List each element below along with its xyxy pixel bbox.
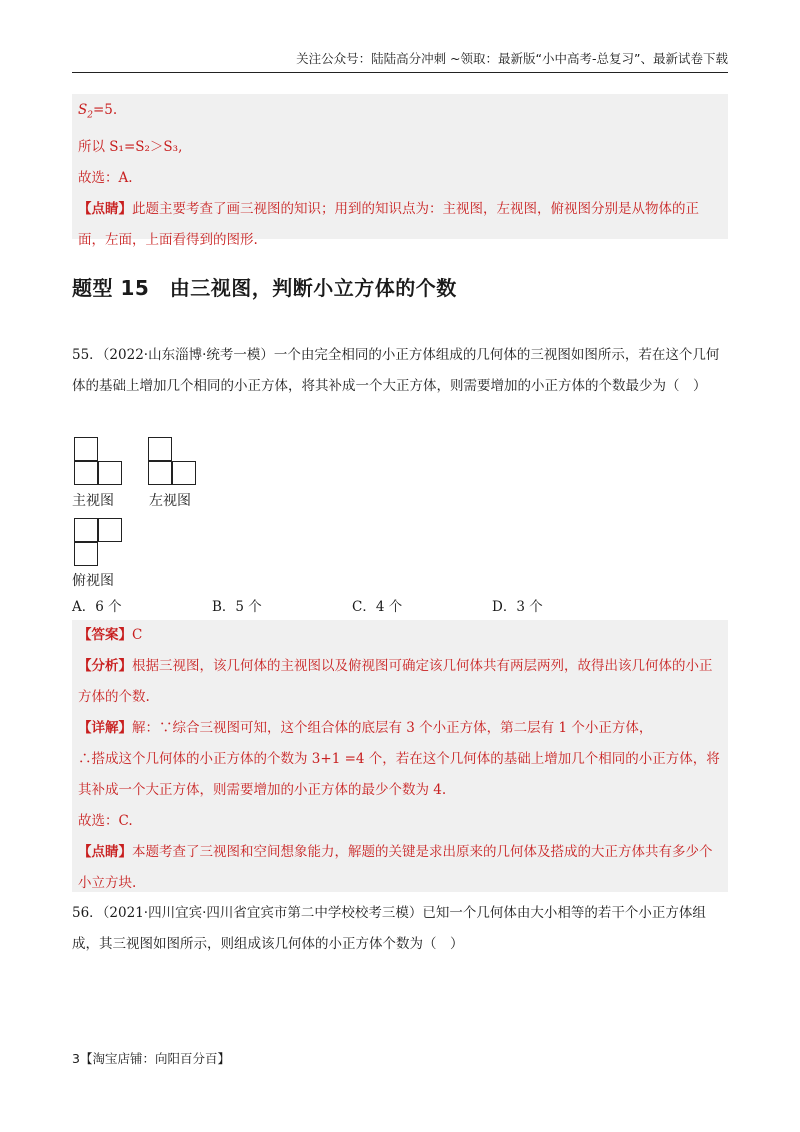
top-view-cell [74, 518, 98, 542]
choice-b: B．5 个 [212, 599, 262, 615]
left-view-cell [148, 461, 172, 485]
front-view-label: 主视图 [72, 493, 114, 509]
previous-solution-block [72, 94, 728, 248]
answer-line: 【答案】C [78, 627, 143, 643]
section-title: 题型 15 由三视图，判断小立方体的个数 [72, 276, 457, 300]
question-55-solution [72, 620, 728, 892]
front-view-cell [74, 461, 98, 485]
top-view-cell [74, 542, 98, 566]
left-view-label: 左视图 [149, 493, 191, 509]
tip-paragraph: 【点睛】本题考查了三视图和空间想象能力，解题的关键是求出原来的几何体及搭成的大正方体共有多少个小立方块. [78, 844, 713, 891]
detail-paragraph: ∴搭成这个几何体的小正方体的个数为 3+1 =4 个，若在这个几何体的基础上增加几个相同的小正方体，将其补成一个大正方体，则需要增加的小正方体的最少个数为 4. [78, 751, 720, 798]
top-view-cell [98, 518, 122, 542]
choice-a: A．6 个 [72, 599, 122, 615]
choice-c: C．4 个 [352, 599, 403, 615]
question-55 [72, 340, 728, 402]
analysis-paragraph: 【分析】根据三视图，该几何体的主视图以及俯视图可确定该几何体共有两层两列，故得出该几何体的小正方体的个数. [78, 658, 713, 705]
s2-line: $S_2=5$. [78, 102, 118, 121]
left-view-figure [148, 437, 198, 487]
left-view-cell [172, 461, 196, 485]
page-header: 关注公众号：陆陆高分冲刺 ~领取：最新版“小中高考-总复习”、最新试卷下载 [72, 48, 728, 73]
front-view-figure [74, 437, 124, 487]
front-view-cell [74, 437, 98, 461]
question-56 [72, 898, 728, 960]
conclusion-line: 故选：C. [78, 813, 133, 829]
left-view-cell [148, 437, 172, 461]
question-55-text: 55．（2022·山东淄博·统考一模）一个由完全相同的小正方体组成的几何体的三视图如图所示，若在这个几何体的基础上增加几个相同的小正方体，将其补成一个大正方体，则需要增加的小正方体的个数最少为（ ） [72, 347, 720, 394]
top-view-figure [74, 518, 124, 568]
page-footer: 3【淘宝店铺：向阳百分百】 [72, 1051, 230, 1066]
question-56-text: 56．（2021·四川宜宾·四川省宜宾市第二中学校校考三模）已知一个几何体由大小相等的若干个小正方体组成，其三视图如图所示，则组成该几何体的小正方体个数为（ ） [72, 905, 706, 952]
top-view-label: 俯视图 [72, 573, 114, 589]
detail-line: 【详解】解：∵综合三视图可知，这个组合体的底层有 3 个小正方体，第二层有 1 个小正方体， [78, 720, 653, 736]
choice-d: D．3 个 [492, 599, 543, 615]
tip-paragraph: 【点睛】此题主要考查了画三视图的知识；用到的知识点为：主视图，左视图，俯视图分别是从物体的正面，左面，上面看得到的图形. [78, 200, 699, 248]
front-view-cell [98, 461, 122, 485]
answer-line: 故选：A. [78, 169, 133, 186]
s-comparison-line: 所以 S₁=S₂＞S₃, [78, 138, 183, 155]
